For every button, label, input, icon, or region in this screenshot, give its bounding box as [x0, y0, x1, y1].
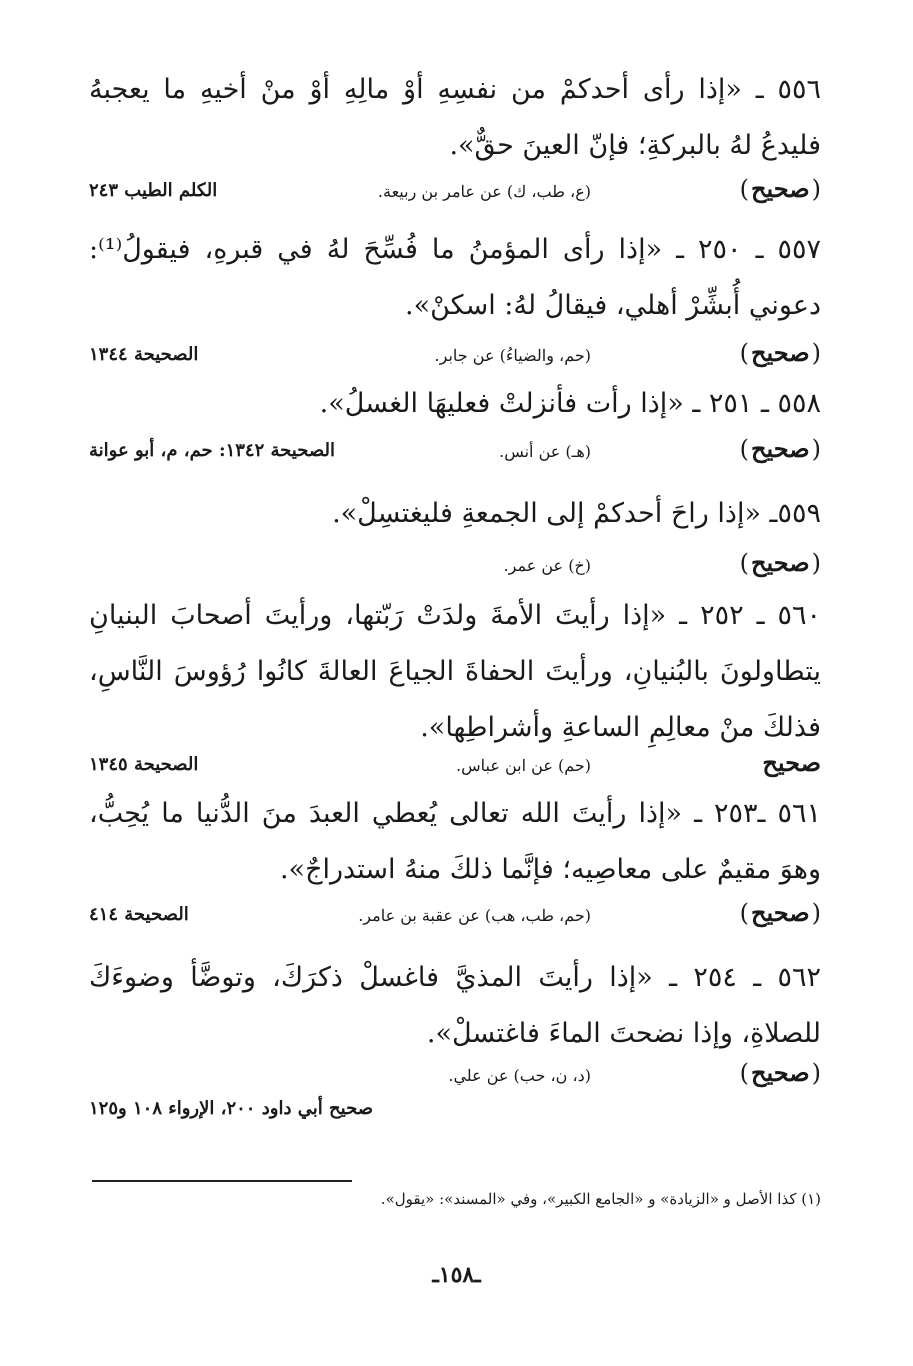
- source-citation: (هـ) عن أنس.: [499, 442, 591, 461]
- source-citation: (حم، والضياءُ) عن جابر.: [434, 346, 591, 365]
- source-row: [89, 172, 821, 218]
- source-row: [89, 896, 821, 942]
- hadith-text: ٥٦٢ ـ ٢٥٤ ـ «إذا رأيتَ المذيَّ فاغسلْ ذكرَكَ، وتوضَّأ وضوءَكَ للصلاةِ، وإذا نضحتَ الماءَ فاغتسلْ».: [89, 962, 822, 1049]
- grade-label: ( صحيح ): [740, 898, 821, 927]
- source-row: [89, 546, 821, 592]
- footnote-divider: [92, 1180, 352, 1182]
- source-citation: (حم) عن ابن عباس.: [456, 756, 591, 775]
- page-number: ـ١٥٨ـ: [432, 1262, 481, 1288]
- reference: الصحيحة ١٣٤٢: حم، م، أبو عوانة: [89, 440, 335, 461]
- grade-label: ( صحيح ): [740, 1058, 821, 1087]
- source-citation: (ع، طب، ك) عن عامر بن ربيعة.: [377, 182, 591, 201]
- grade-label: ( صحيح ): [740, 338, 821, 367]
- hadith-text: ٥٥٩ـ «إذا راحَ أحدكمْ إلى الجمعةِ فليغتسِلْ».: [332, 498, 821, 529]
- reference: صحيح أبي داود ٢٠٠، الإرواء ١٠٨ و١٢٥: [89, 1098, 373, 1119]
- grade-label: صحيح: [762, 748, 821, 777]
- hadith-text: ٥٥٨ ـ ٢٥١ ـ «إذا رأت فأنزلتْ فعليهَا الغسلُ».: [319, 388, 821, 419]
- source-row: [89, 432, 821, 478]
- hadith-text: ٥٥٧ ـ ٢٥٠ ـ «إذا رأى المؤمنُ ما فُسِّحَ لهُ في قبرهِ، فيقولُ⁽¹⁾: دعوني أُبشِّرْ أهلي، فيقالُ لهُ: اسكنْ».: [89, 234, 822, 321]
- source-citation: (حم، طب، هب) عن عقبة بن عامر.: [358, 906, 591, 925]
- grade-label: ( صحيح ): [740, 174, 821, 203]
- reference: الكلم الطيب ٢٤٣: [89, 180, 218, 201]
- hadith-text: ٥٦٠ ـ ٢٥٢ ـ «إذا رأيتَ الأمةَ ولدَتْ رَبّتها، ورأيتَ أصحابَ البنيانِ يتطاولونَ بالبُنيانِ، ورأيتَ الحفاةَ الجياعَ العالةَ كانُوا رُؤوسَ النَّاسِ، فذلكَ منْ معالِمِ الساعةِ وأشراطِها».: [89, 600, 821, 743]
- grade-label: ( صحيح ): [740, 548, 821, 577]
- hadith-text: ٥٥٦ ـ «إذا رأى أحدكمْ من نفسِهِ أوْ مالِهِ أوْ منْ أخيهِ ما يعجبهُ فليدعُ لهُ بالبركةِ؛ فإنّ العينَ حقٌّ».: [89, 74, 821, 161]
- reference: الصحيحة ١٣٤٥: [89, 754, 199, 775]
- reference: الصحيحة ٤١٤: [89, 904, 189, 925]
- source-citation: (د، ن، حب) عن علي.: [448, 1066, 591, 1085]
- hadith-text: ٥٦١ ـ٢٥٣ ـ «إذا رأيتَ الله تعالى يُعطي العبدَ منَ الدُّنيا ما يُحِبُّ، وهوَ مقيمٌ على معاصِيه؛ فإنَّما ذلكَ منهُ استدراجٌ».: [89, 798, 821, 885]
- grade-label: ( صحيح ): [740, 434, 821, 463]
- source-row: [89, 1056, 821, 1102]
- source-citation: (خ) عن عمر.: [503, 556, 591, 575]
- reference: الصحيحة ١٣٤٤: [89, 344, 199, 365]
- footnote: (١) كذا الأصل و «الزيادة» و «الجامع الكبير»، وفي «المسند»: «يقول».: [380, 1190, 821, 1208]
